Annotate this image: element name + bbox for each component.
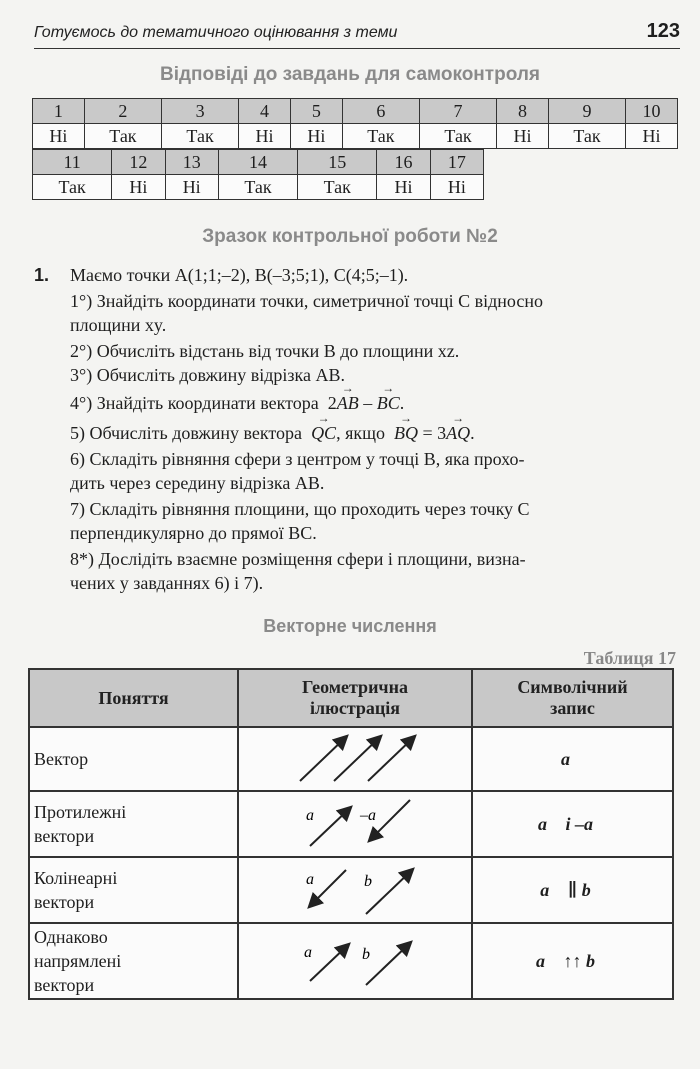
answer-value: Ні xyxy=(112,175,165,200)
label-minus-a: –a⃗ xyxy=(360,807,389,824)
question-6-line1: 6) Складіть рівняння сфери з центром у точці B, яка прохо- xyxy=(70,449,525,469)
concept-collinear xyxy=(29,857,238,923)
answer-number: 3 xyxy=(161,99,238,124)
answer-number: 10 xyxy=(626,99,678,124)
symbol-codirected: a⃗ ↑↑ b⃗ xyxy=(472,923,673,999)
header-concept: Поняття xyxy=(29,669,238,727)
question-3: 3°) Обчисліть довжину відрізка AB. xyxy=(70,365,345,385)
question-4 xyxy=(70,390,404,416)
concept-codirected-line3: вектори xyxy=(34,975,95,995)
answers-table-row1 xyxy=(32,98,678,149)
answer-number: 9 xyxy=(548,99,625,124)
answer-value: Так xyxy=(342,124,419,149)
label-a: a⃗ xyxy=(304,944,325,961)
question-8-line2: чених у завданнях 6) і 7). xyxy=(70,573,264,593)
running-title: Готуємось до тематичного оцінювання з теми xyxy=(34,24,398,41)
illustration-codirected xyxy=(238,923,472,999)
header-symbol-line1: Символічний xyxy=(517,677,628,697)
answer-number: 12 xyxy=(112,150,165,175)
answer-value: Ні xyxy=(430,175,483,200)
answer-value: Ні xyxy=(33,124,85,149)
header-illustration-line1: Геометрична xyxy=(302,677,408,697)
concept-codirected-line2: напрямлені xyxy=(34,951,122,971)
codirected-arrows-icon xyxy=(290,933,420,989)
answers-heading: Відповіді до завдань для самоконтроля xyxy=(160,64,540,85)
question-6-line2: дить через середину відрізка AB. xyxy=(70,473,325,493)
illustration-collinear xyxy=(238,857,472,923)
question-5-text: 5) Обчисліть довжину вектора xyxy=(70,423,303,443)
answer-number: 15 xyxy=(298,150,377,175)
answer-number: 5 xyxy=(290,99,342,124)
symbol-vector: a⃗ xyxy=(472,727,673,791)
test-heading: Зразок контрольної роботи №2 xyxy=(202,226,498,247)
page-header xyxy=(34,20,680,49)
illustration-opposite xyxy=(238,791,472,857)
concept-codirected-line1: Однаково xyxy=(34,927,108,947)
vector-qc: → QC xyxy=(307,423,337,443)
question-7-line2: перпендикулярно до прямої BC. xyxy=(70,523,317,543)
vector-table-header xyxy=(29,669,673,727)
answer-number: 6 xyxy=(342,99,419,124)
opposite-arrows-icon xyxy=(290,796,420,852)
answer-number: 17 xyxy=(430,150,483,175)
vector-section-heading: Векторне числення xyxy=(263,616,437,636)
illustration-vector xyxy=(238,727,472,791)
three-arrows-icon xyxy=(290,731,420,787)
label-b: b⃗ xyxy=(362,946,383,963)
question-1-line1: 1°) Знайдіть координати точки, симетричної точці C відносно xyxy=(70,291,543,311)
answer-number: 7 xyxy=(419,99,496,124)
header-symbol-line2: запис xyxy=(550,698,595,718)
answer-value: Так xyxy=(33,175,112,200)
page-number: 123 xyxy=(646,20,680,42)
question-8-line1: 8*) Дослідіть взаємне розміщення сфери і площини, визна- xyxy=(70,549,526,569)
vector-expression-2ab-bc: 2→ AB – → BC. xyxy=(323,393,404,413)
answer-value: Ні xyxy=(290,124,342,149)
task-number: 1. xyxy=(34,265,50,285)
answer-value: Ні xyxy=(626,124,678,149)
table-row xyxy=(29,791,673,857)
answer-number: 4 xyxy=(239,99,291,124)
concept-collinear-line1: Колінеарні xyxy=(34,868,118,888)
vector-condition: → BQ = 3→ AQ. xyxy=(389,423,474,443)
concept-opposite-line2: вектори xyxy=(34,826,95,846)
question-7-line1: 7) Складіть рівняння площини, що проходить через точку C xyxy=(70,499,530,519)
concept-collinear-line2: вектори xyxy=(34,892,95,912)
answer-number: 2 xyxy=(84,99,161,124)
answer-value: Так xyxy=(161,124,238,149)
header-illustration-line2: ілюстрація xyxy=(309,698,401,718)
answers-table-row2 xyxy=(32,149,484,200)
answer-number: 8 xyxy=(497,99,549,124)
question-2: 2°) Обчисліть відстань від точки B до площини xz. xyxy=(70,341,460,361)
header-illustration xyxy=(238,669,472,727)
table-row xyxy=(29,857,673,923)
question-4-text: 4°) Знайдіть координати вектора xyxy=(70,393,319,413)
task-intro: Маємо точки A(1;1;–2), B(–3;5;1), C(4;5;–1). xyxy=(70,265,409,285)
concept-vector: Вектор xyxy=(29,727,238,791)
symbol-collinear: a⃗ ∥ b⃗ xyxy=(472,857,673,923)
question-5-if: , якщо xyxy=(336,423,385,443)
label-b: b⃗ xyxy=(364,873,385,890)
table-label: Таблиця 17 xyxy=(583,648,676,668)
answer-number: 16 xyxy=(377,150,430,175)
table-row xyxy=(29,727,673,791)
answer-number: 11 xyxy=(33,150,112,175)
header-symbol xyxy=(472,669,673,727)
answer-value: Ні xyxy=(239,124,291,149)
answer-value: Так xyxy=(419,124,496,149)
question-5 xyxy=(70,420,475,446)
answer-value: Ні xyxy=(165,175,218,200)
answer-value: Так xyxy=(298,175,377,200)
answer-value: Так xyxy=(218,175,297,200)
answer-value: Ні xyxy=(497,124,549,149)
answer-number: 1 xyxy=(33,99,85,124)
label-a: a⃗ xyxy=(306,807,327,824)
table-row xyxy=(29,923,673,999)
label-a: a⃗ xyxy=(306,871,327,888)
collinear-arrows-icon xyxy=(290,862,420,918)
vector-table xyxy=(28,668,674,1000)
symbol-opposite: a⃗ і –a⃗ xyxy=(472,791,673,857)
concept-opposite-line1: Протилежні xyxy=(34,802,127,822)
answer-value: Так xyxy=(84,124,161,149)
answer-number: 14 xyxy=(218,150,297,175)
answer-value: Ні xyxy=(377,175,430,200)
concept-codirected xyxy=(29,923,238,999)
answer-number: 13 xyxy=(165,150,218,175)
question-1-line2: площини xy. xyxy=(70,315,167,335)
concept-opposite xyxy=(29,791,238,857)
answer-value: Так xyxy=(548,124,625,149)
